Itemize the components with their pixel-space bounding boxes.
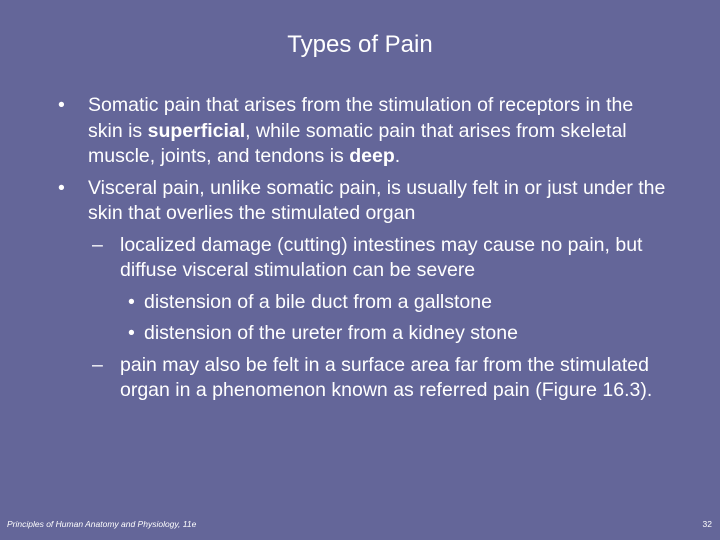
page-number: 32 (702, 519, 712, 529)
dash-marker: – (92, 353, 103, 376)
bullet-text: Somatic pain that arises from the stimulation of receptors in the skin is (88, 94, 634, 142)
emphasis-superficial: superficial (147, 119, 246, 142)
bullet-marker: • (128, 322, 135, 344)
subbullet-text: localized damage (cutting) intestines may cause no pain, but diffuse visceral stimulation can be severe (120, 233, 643, 281)
footer-book-title: Principles of Human Anatomy and Physiology, 11e (7, 519, 197, 529)
emphasis-deep: deep (349, 145, 395, 167)
slide-content (56, 93, 666, 410)
subbullet-localized-damage (56, 233, 666, 284)
subsubbullet-bile-duct (56, 290, 666, 316)
bullet-somatic-pain (56, 93, 666, 170)
bullet-text: , while somatic pain that arises from skeletal muscle, joints, and tendons is (88, 119, 627, 167)
bullet-marker: • (58, 94, 65, 116)
dash-marker: – (92, 233, 103, 256)
subbullet-referred-pain (56, 353, 666, 404)
bullet-marker: • (128, 290, 135, 313)
subbullet-text: pain may also be felt in a surface area far from the stimulated organ in a phenomenon known as referred pain (Figure 16.3). (120, 353, 653, 401)
subsubbullet-text: distension of the ureter from a kidney stone (144, 322, 518, 344)
bullet-visceral-pain (56, 176, 666, 227)
subsubbullet-text: distension of a bile duct from a gallstone (144, 290, 492, 313)
slide-title: Types of Pain (287, 31, 433, 58)
bullet-text: . (394, 145, 401, 167)
bullet-marker: • (58, 176, 65, 199)
bullet-text: Visceral pain, unlike somatic pain, is usually felt in or just under the skin that overlies the stimulated organ (88, 176, 666, 224)
subsubbullet-ureter (56, 321, 666, 347)
